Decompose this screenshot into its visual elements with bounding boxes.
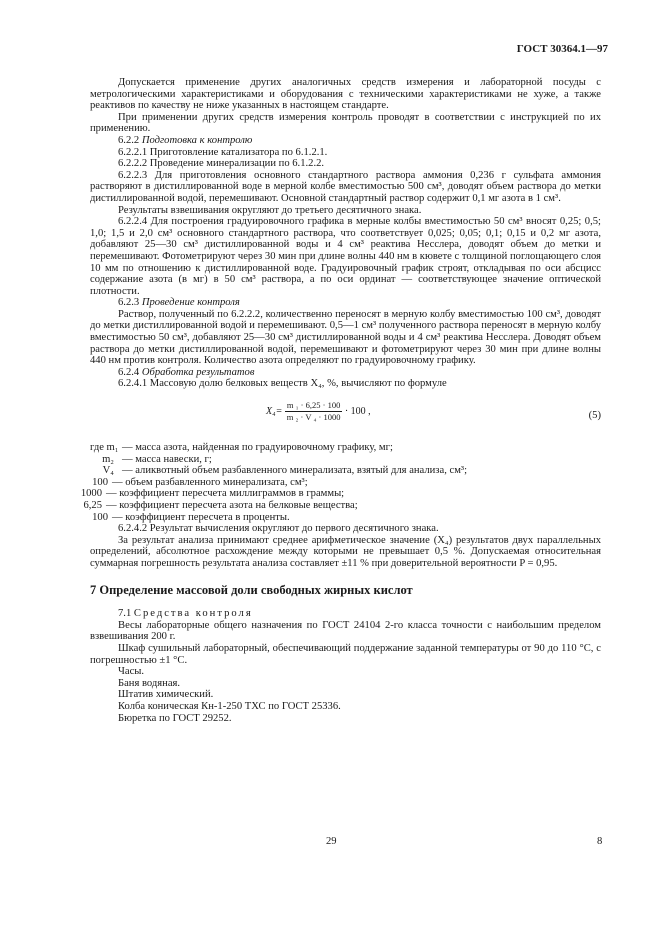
paragraph: 6.2.4.1 Массовую долю белковых веществ X₄, %, вычисляют по формуле: [118, 378, 447, 390]
sheet-number: 8: [597, 836, 603, 847]
section-7-1-heading: [90, 608, 601, 620]
section-title: Проведение контроля: [141, 297, 240, 309]
legend-text: — объем разбавленного минерализата, см³;: [112, 476, 308, 488]
legend-row: [83, 500, 601, 512]
section-title: Подготовка к контролю: [141, 134, 253, 146]
paragraph: Допускается применение других аналогичных средств измерения и лабораторной посуды с метрологическими характеристиками и оборудования с техническими характеристиками не хуже, а также реактивов по качеству не ниже указанных в настоящем стандарте.: [90, 77, 601, 112]
section-6-2-3-heading: [90, 297, 601, 309]
formula-fraction: [285, 400, 343, 423]
equation-number: (5): [588, 410, 601, 422]
paragraph: 6.2.2.2 Проведение минерализации по 6.1.2.2.: [118, 158, 325, 170]
paragraph: 6.2.2.1 Приготовление катализатора по 6.1.2.1.: [118, 146, 328, 158]
legend-row: [90, 454, 601, 466]
legend-symbol: 100: [92, 511, 108, 523]
legend-row: [80, 488, 601, 500]
legend-text: — масса навески, г;: [122, 453, 212, 465]
paragraph: За результат анализа принимают среднее арифметическое значение (X₄) результатов двух параллельных определений, абсолютное расхождение между которыми не превышает 0,5 %. Допускаемая относительная суммарная погрешность результата анализа составляет ±11 % при доверительной вероятности P = 0,95.: [90, 534, 601, 569]
page-body: [80, 77, 601, 724]
legend-row: [90, 465, 601, 477]
legend-symbol: V₄: [102, 465, 114, 477]
list-item: Бюретка по ГОСТ 29252.: [118, 712, 232, 724]
doc-code-header: ГОСТ 30364.1—97: [516, 43, 608, 55]
section-6-2-4-heading: [90, 367, 601, 379]
section-number: 6.2.3: [118, 297, 140, 309]
legend-symbol: 6,25: [83, 500, 102, 511]
paragraph: Результаты взвешивания округляют до третьего десятичного знака.: [118, 204, 422, 216]
list-item: Штатив химический.: [118, 689, 214, 701]
section-7-title: 7 Определение массовой доли свободных жирных кислот: [90, 582, 413, 597]
section-number: 6.2.2: [118, 134, 140, 146]
formula-tail: · 100 ,: [344, 405, 371, 417]
legend-text: — аликвотный объем разбавленного минерализата, взятый для анализа, см³;: [122, 465, 468, 477]
list-item: Колба коническая Кн-1-250 ТХС по ГОСТ 25336.: [118, 700, 341, 712]
formula: [266, 400, 371, 423]
section-6-2-2-heading: [90, 135, 601, 147]
legend-row: [90, 477, 601, 489]
list-item: Весы лабораторные общего назначения по ГОСТ 24104 2-го класса точности с наибольшим пределом взвешивания 200 г.: [90, 619, 601, 643]
legend-text: — коэффициент пересчета миллиграммов в граммы;: [106, 488, 345, 500]
paragraph: 6.2.2.3 Для приготовления основного стандартного раствора аммония 0,236 г сульфата аммония растворяют в дистиллированной воде в мерной колбе вместимостью 500 см³, доводят объем раствора до метки дистиллированной водой, перемешивают. Основной стандартный раствор содержит 0,1 мг азота в 1 см³.: [90, 169, 601, 204]
formula-block: [90, 396, 601, 436]
page-number: 29: [326, 836, 337, 847]
legend-row: [90, 442, 601, 454]
legend-text: — коэффициент пересчета азота на белковые вещества;: [106, 500, 358, 511]
formula-numerator: m ₁ · 6,25 · 100: [286, 400, 341, 411]
section-title: Обработка результатов: [141, 366, 255, 378]
legend-symbol: 1000: [80, 488, 102, 500]
paragraph: При применении других средств измерения контроль проводят в соответствии с инструкцией по их применению.: [90, 111, 601, 135]
legend-text: — масса азота, найденная по градуировочному графику, мг;: [122, 442, 393, 454]
list-item: Шкаф сушильный лабораторный, обеспечивающий поддержание заданной температуры от 90 до 110 °С, с погрешностью ±1 °С.: [90, 642, 601, 666]
legend-row: [90, 512, 601, 524]
formula-lhs: X₄=: [266, 405, 283, 417]
legend-text: — коэффициент пересчета в проценты.: [112, 511, 290, 523]
legend-symbol: m₂: [102, 453, 114, 465]
legend-symbol: 100: [92, 476, 108, 488]
formula-legend: [80, 442, 601, 523]
section-title: Средства контроля: [133, 608, 253, 620]
list-item: Баня водяная.: [118, 677, 181, 689]
paragraph: Раствор, полученный по 6.2.2.2, количественно переносят в мерную колбу вместимостью 100 см³, доводят до метки дистиллированной водой и перемешивают. 0,5—1 см³ полученного раствора переносят в мерную колбу вместимостью 50 см³, добавляют 25—30 см³ дистиллированной воды и 4 см³ реактива Несслера. Доводят объем раствора до метки дистиллированной водой, перемешивают и фотометрируют через 30 мин при длине волны 440 нм против контроля. Количество азота определяют по градуировочному графику.: [90, 308, 601, 367]
section-number: 7.1: [118, 608, 132, 620]
paragraph: 6.2.2.4 Для построения градуировочного графика в мерные колбы вместимостью 50 см³ вносят 0,25; 0,5; 1,0; 1,5 и 2,0 см³ основного стандартного раствора, что соответствует 0,025; 0,05; 0,1; 0,15 и 0,2 мг азота, добавляют 25—30 см³ дистиллированной воды и 4 см³ реактива Несслера, доводят объем до метки и перемешивают. Фотометрируют через 30 мин при длине волны 440 нм в кювете с толщиной поглощающего слоя 10 мм по отношению к дистиллированной воде. Градуировочный график строят, откладывая по оси абсцисс содержание азота (в мг) в 50 см³ раствора, а по оси ординат — соответствующее значение оптической плотности.: [90, 216, 601, 297]
list-item: Часы.: [118, 666, 145, 678]
legend-symbol: где m₁: [90, 442, 119, 454]
section-number: 6.2.4: [118, 366, 140, 378]
formula-denominator: m ₂ · V ₄ · 1000: [286, 412, 341, 423]
paragraph: 6.2.4.2 Результат вычисления округляют до первого десятичного знака.: [118, 523, 439, 535]
